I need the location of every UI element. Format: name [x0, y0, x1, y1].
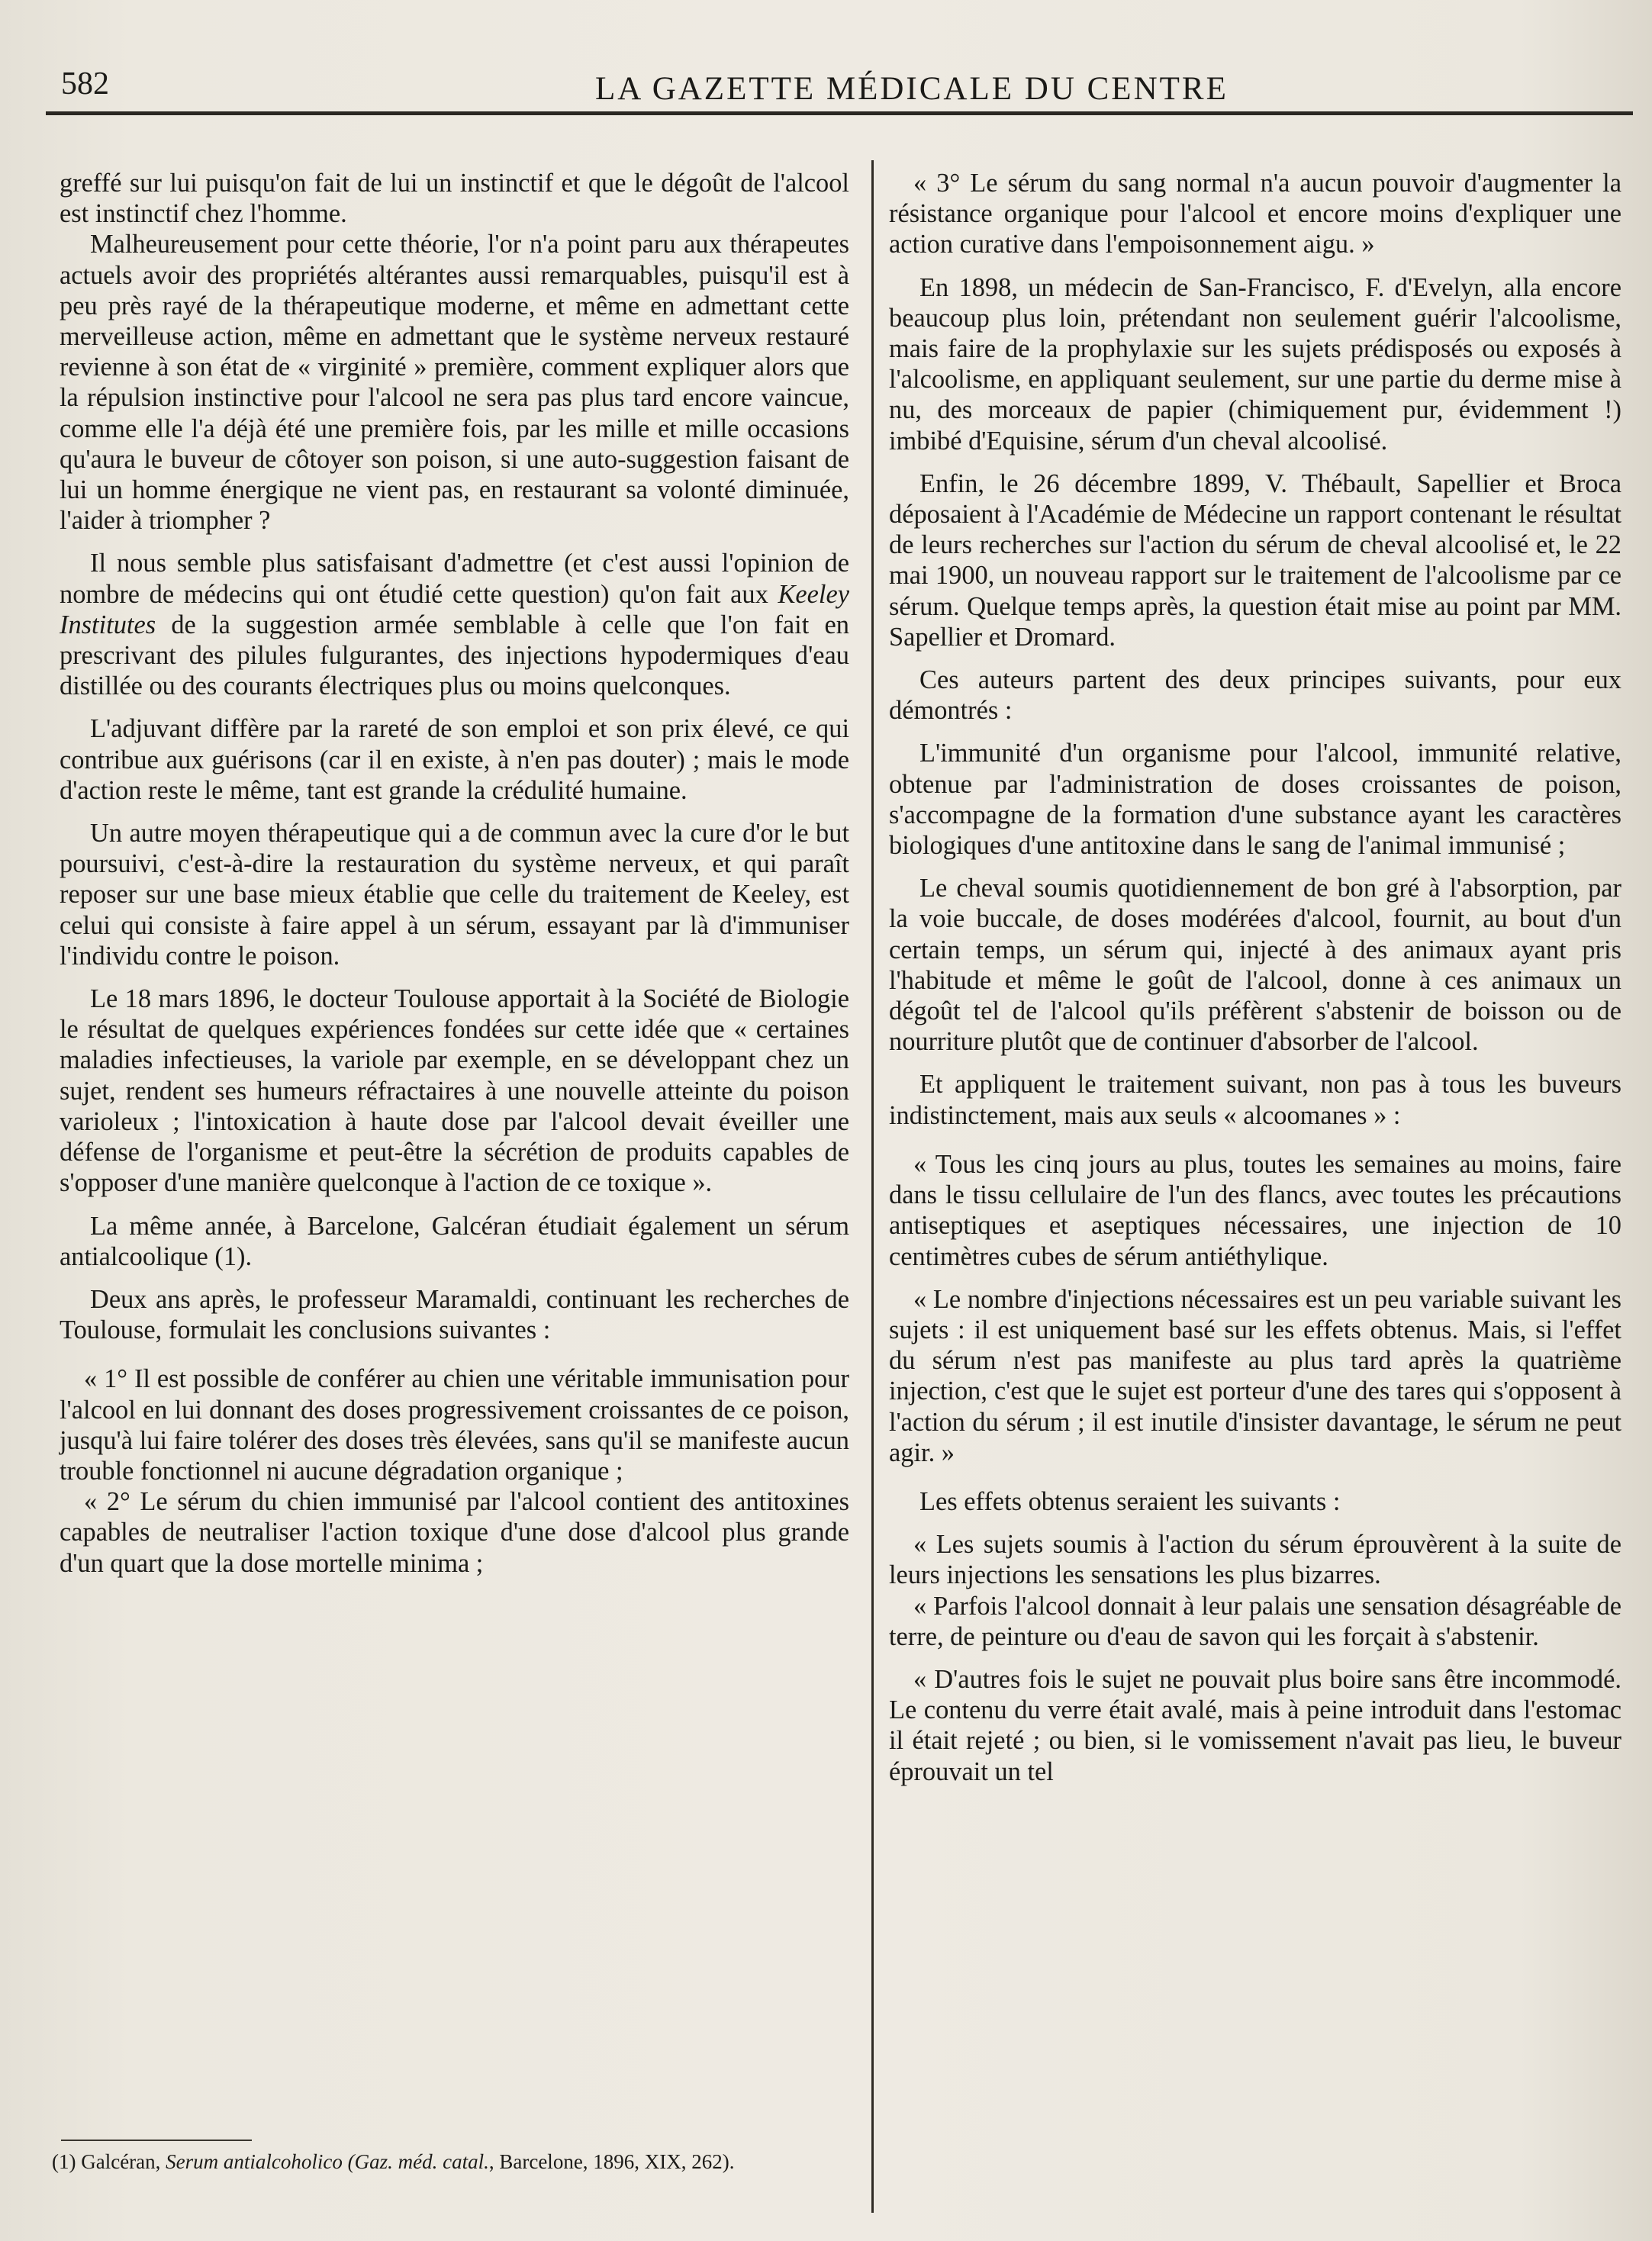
paragraph [60, 548, 849, 701]
quoted-effect: « Parfois l'alcool donnait à leur palais une sensation désagréable de terre, de peinture ou d'eau de savon qui les forçait à s'abstenir. [889, 1591, 1621, 1651]
paragraph: La même année, à Barcelone, Galcéran étudiait également un sérum antialcoolique (1). [60, 1211, 849, 1271]
quoted-conclusion: « 2° Le sérum du chien immunisé par l'alcool contient des antitoxines capables de neutraliser l'action toxique d'une dose d'alcool plus grande d'un quart que la dose mortelle minima ; [60, 1487, 849, 1578]
quoted-effect: « Les sujets soumis à l'action du sérum éprouvèrent à la suite de leurs injections les sensations les plus bizarres. [889, 1530, 1621, 1590]
paragraph: En 1898, un médecin de San-Francisco, F. d'Evelyn, alla encore beaucoup plus loin, prétendant non seulement guérir l'alcoolisme, mais faire de la prophylaxie sur les sujets prédisposés ou exposés à l'alcoolisme, en appliquant seulement, sur une partie du derme mise à nu, des morceaux de papier (chimiquement pur, évidemment !) imbibé d'Equisine, sérum d'un cheval alcoolisé. [889, 272, 1621, 456]
paragraph-text: de la suggestion armée semblable à celle que l'on fait en prescrivant des pilules fulgurantes, des injections hypodermiques d'eau distillée ou des courants électriques plus ou moins quelconques. [60, 610, 849, 701]
right-column [889, 168, 1621, 1787]
page-number: 582 [61, 66, 109, 101]
paragraph-text: Il nous semble plus satisfaisant d'admettre (et c'est aussi l'opinion de nombre de médecins qui ont étudié cette question) qu'on fait aux [60, 549, 849, 609]
running-title: LA GAZETTE MÉDICALE DU CENTRE [595, 71, 1229, 107]
paragraph: greffé sur lui puisqu'on fait de lui un instinctif et que le dégoût de l'alcool est instinctif chez l'homme. [60, 169, 849, 229]
column-divider [871, 160, 874, 2213]
quoted-conclusion: « 1° Il est possible de conférer au chien une véritable immunisation pour l'alcool en lui donnant des doses progressivement croissantes de ce poison, jusqu'à lui faire tolérer des doses très élevées, sans qu'il se manifeste aucun trouble fonctionnel ni aucune dégradation organique ; [60, 1364, 849, 1486]
page-header [46, 64, 1610, 118]
paragraph: Un autre moyen thérapeutique qui a de commun avec la cure d'or le but poursuivi, c'est-à-dire la restauration du système nerveux, et qui paraît reposer sur une base mieux établie que celle du traitement de Keeley, est celui qui consiste à faire appel à un sérum, essayant par là d'immuniser l'individu contre le poison. [60, 819, 849, 971]
paragraph: Ces auteurs partent des deux principes suivants, pour eux démontrés : [889, 665, 1621, 726]
left-column [60, 168, 849, 1579]
footnote-prefix: (1) Galcéran, [52, 2150, 166, 2173]
paragraph: Et appliquent le traitement suivant, non pas à tous les buveurs indistinctement, mais aux seuls « alcoomanes » : [889, 1070, 1621, 1130]
institution-name: Keeley Institutes [60, 579, 849, 639]
footnote-rule [61, 2140, 252, 2141]
quoted-effect: « D'autres fois le sujet ne pouvait plus boire sans être incommodé. Le contenu du verre était avalé, mais à peine introduit dans l'estomac il était rejeté ; ou bien, si le vomissement n'avait pas lieu, le buveur éprouvait un tel [889, 1664, 1621, 1786]
quoted-instruction: « Tous les cinq jours au plus, toutes les semaines au moins, faire dans le tissu cellulaire de l'un des flancs, avec toutes les précautions antiseptiques et aseptiques nécessaires, une injection de 10 centimètres cubes de sérum antiéthylique. [889, 1149, 1621, 1271]
footnote-suffix: , Barcelone, 1896, XIX, 262). [488, 2150, 735, 2173]
paragraph: Malheureusement pour cette théorie, l'or n'a point paru aux thérapeutes actuels avoir des propriétés altérantes aussi remarquables, puisqu'il est à peu près rayé de la thérapeutique moderne, et même en admettant cette merveilleuse action, même en admettant que le système nerveux restauré revienne à son état de « virginité » première, comment expliquer alors que la répulsion instinctive pour l'alcool ne sera pas plus tard encore vaincue, comme elle l'a déjà été une première fois, par les mille et mille occasions qu'aura le buveur de côtoyer son poison, si une auto-suggestion faisant de lui un homme énergique ne vient pas, en restaurant sa volonté diminuée, l'aider à triompher ? [60, 230, 849, 536]
quoted-conclusion: « 3° Le sérum du sang normal n'a aucun pouvoir d'augmenter la résistance organique pour l'alcool et encore moins d'expliquer une action curative dans l'empoisonnement aigu. » [889, 169, 1621, 259]
footnote [52, 2149, 845, 2174]
paragraph: Le cheval soumis quotidiennement de bon gré à l'absorption, par la voie buccale, de doses modérées d'alcool, fournit, au bout d'un certain temps, un sérum qui, injecté à des animaux ayant pris l'habitude et même le goût de l'alcool, donne à ces animaux un dégoût tel de l'alcool qu'ils préfèrent s'abstenir de boisson ou de nourriture plutôt que de continuer d'absorber de l'alcool. [889, 874, 1621, 1057]
paragraph: L'adjuvant diffère par la rareté de son emploi et son prix élevé, ce qui contribue aux guérisons (car il en existe, à n'en pas douter) ; mais le mode d'action reste le même, tant est grande la crédulité humaine. [60, 714, 849, 805]
footnote-title: Serum antialcoholico (Gaz. méd. catal. [166, 2150, 489, 2173]
paragraph: Les effets obtenus seraient les suivants : [919, 1486, 1341, 1516]
header-rule [46, 111, 1633, 115]
paragraph: L'immunité d'un organisme pour l'alcool, immunité relative, obtenue par l'administration de doses croissantes de poison, s'accompagne de la formation d'une substance ayant les caractères biologiques d'une antitoxine dans le sang de l'animal immunisé ; [889, 739, 1621, 861]
paragraph: Le 18 mars 1896, le docteur Toulouse apportait à la Société de Biologie le résultat de quelques expériences fondées sur cette idée que « certaines maladies infectieuses, la variole par exemple, en se développant chez un sujet, rendent ses humeurs réfractaires à une nouvelle atteinte du poison varioleux ; l'intoxication à haute dose par l'alcool devait éveiller une défense de l'organisme et peut-être la sécrétion de produits capables de s'opposer d'une manière quelconque à l'action de ce toxique ». [60, 984, 849, 1198]
paragraph: Enfin, le 26 décembre 1899, V. Thébault, Sapellier et Broca déposaient à l'Académie de Médecine un rapport contenant le résultat de leurs recherches sur l'action du sérum de cheval alcoolisé et, le 22 mai 1900, un nouveau rapport sur le traitement de l'alcoolisme par ce sérum. Quelque temps après, la question était mise au point par MM. Sapellier et Dromard. [889, 468, 1621, 652]
quoted-instruction: « Le nombre d'injections nécessaires est un peu variable suivant les sujets : il est uniquement basé sur les effets obtenus. Mais, si l'effet du sérum n'est pas manifeste au plus tard après la quatrième injection, c'est que le sujet est porteur d'une des tares qui s'opposent à l'action du sérum ; il est inutile d'insister davantage, le sérum ne peut agir. » [889, 1284, 1621, 1467]
paragraph: Deux ans après, le professeur Maramaldi, continuant les recherches de Toulouse, formulait les conclusions suivantes : [60, 1284, 849, 1345]
